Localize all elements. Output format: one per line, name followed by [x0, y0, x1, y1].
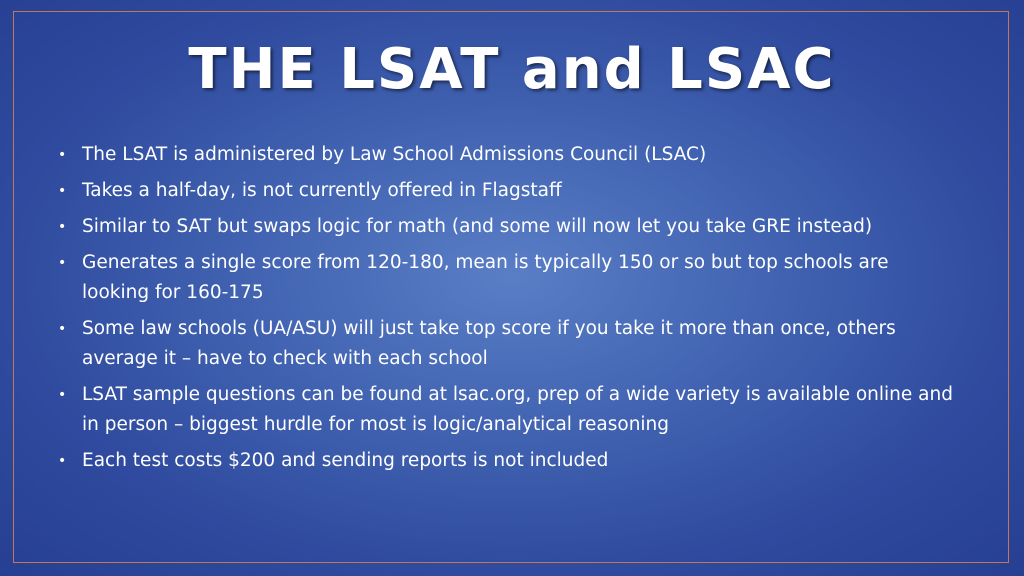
bullet-dot-icon: • — [58, 453, 67, 469]
bullet-list — [58, 140, 958, 482]
bullet-item — [58, 314, 958, 374]
bullet-text: Takes a half-day, is not currently offered in Flagstaff — [82, 180, 562, 201]
bullet-item — [58, 380, 958, 440]
bullet-dot-icon: • — [58, 147, 67, 163]
bullet-text: Similar to SAT but swaps logic for math (and some will now let you take GRE instead) — [82, 216, 873, 237]
bullet-text: LSAT sample questions can be found at lsac.org, prep of a wide variety is available online and in person – biggest hurdle for most is logic/analytical reasoning — [82, 384, 953, 435]
bullet-text: Each test costs $200 and sending reports is not included — [82, 450, 609, 471]
bullet-text: Generates a single score from 120-180, mean is typically 150 or so but top schools are looking for 160-175 — [82, 252, 889, 303]
bullet-item — [58, 140, 958, 170]
bullet-item — [58, 176, 958, 206]
bullet-dot-icon: • — [58, 255, 67, 271]
bullet-dot-icon: • — [58, 387, 67, 403]
bullet-item — [58, 248, 958, 308]
bullet-dot-icon: • — [58, 183, 67, 199]
bullet-text: Some law schools (UA/ASU) will just take top score if you take it more than once, others average it – have to check with each school — [82, 318, 896, 369]
bullet-text: The LSAT is administered by Law School Admissions Council (LSAC) — [82, 144, 707, 165]
bullet-item — [58, 212, 958, 242]
bullet-dot-icon: • — [58, 321, 67, 337]
bullet-item — [58, 446, 958, 476]
slide-title: THE LSAT and LSAC — [188, 37, 836, 102]
bullet-dot-icon: • — [58, 219, 67, 235]
